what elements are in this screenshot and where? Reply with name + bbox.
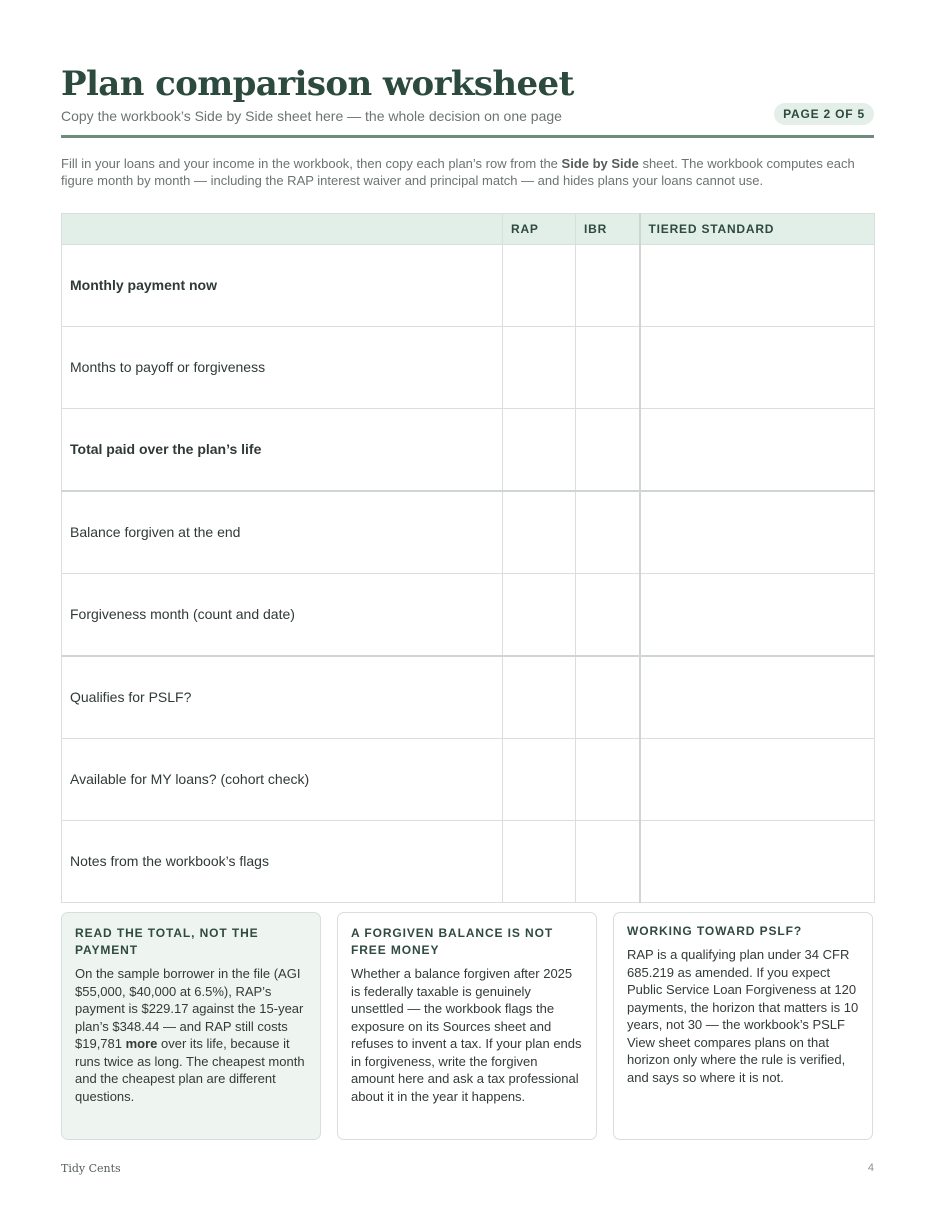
cell-ibr[interactable] — [576, 820, 640, 902]
table-row — [62, 573, 875, 656]
cell-rap[interactable] — [503, 326, 576, 408]
table-row — [62, 326, 875, 408]
tip-card-title: READ THE TOTAL, NOT THE PAYMENT — [75, 926, 259, 957]
cell-tiered-standard[interactable] — [640, 491, 875, 574]
cell-ibr[interactable] — [576, 738, 640, 820]
cell-tiered-standard[interactable] — [640, 326, 875, 408]
table-row — [62, 491, 875, 574]
tip-card-forgiveness-tax — [337, 912, 597, 1140]
tip-card-title: A FORGIVEN BALANCE IS NOT FREE MONEY — [351, 926, 554, 957]
intro-text-end: sheet. The workbook computes each figure month by month — including the RAP interest waiver and principal match — and hides plans your loans cannot use. — [61, 156, 855, 188]
cell-tiered-standard[interactable] — [640, 738, 875, 820]
comparison-table — [61, 213, 875, 903]
cell-ibr[interactable] — [576, 656, 640, 739]
tip-card-pslf — [613, 912, 873, 1140]
tip-card-text: RAP is a qualifying plan under 34 CFR 685.219 as amended. If you expect Public Service Loan Forgiveness at 120 payments, the horizon that matters is 10 years, not 30 — the workbook’s PSLF View sheet compares plans on that horizon only where the rule is verified, and says so where it is not. — [627, 947, 859, 1085]
cell-ibr[interactable] — [576, 245, 640, 327]
row-label: Balance forgiven at the end — [62, 491, 503, 574]
cell-rap[interactable] — [503, 408, 576, 491]
tip-card-total — [61, 912, 321, 1140]
cell-rap[interactable] — [503, 491, 576, 574]
page-title: Plan comparison worksheet — [61, 64, 574, 104]
row-label: Available for MY loans? (cohort check) — [62, 738, 503, 820]
table-row — [62, 820, 875, 902]
cell-rap[interactable] — [503, 573, 576, 656]
cell-rap[interactable] — [503, 820, 576, 902]
tip-card-text — [75, 965, 307, 1105]
cell-tiered-standard[interactable] — [640, 573, 875, 656]
cell-ibr[interactable] — [576, 408, 640, 491]
cell-tiered-standard[interactable] — [640, 408, 875, 491]
header-ibr: IBR — [576, 214, 640, 245]
table-header-row — [62, 214, 875, 245]
header-rap: RAP — [503, 214, 576, 245]
intro-sheet-name: Side by Side — [561, 156, 639, 171]
table-row — [62, 738, 875, 820]
cell-rap[interactable] — [503, 656, 576, 739]
cell-ibr[interactable] — [576, 491, 640, 574]
table-row — [62, 656, 875, 739]
table-row — [62, 245, 875, 327]
cell-rap[interactable] — [503, 738, 576, 820]
tip-card-text: Whether a balance forgiven after 2025 is federally taxable is genuinely unsettled — the workbook flags the exposure on its Sources sheet and refuses to invent a tax. If your plan ends in forgiveness, write the forgiven amount here and ask a tax professional about it in the year it happens. — [351, 966, 582, 1104]
intro-text-start: Fill in your loans and your income in the workbook, then copy each plan’s row from the — [61, 156, 562, 171]
cell-rap[interactable] — [503, 245, 576, 327]
tip-card-text-start: On the sample borrower in the file (AGI $55,000, $40,000 at 6.5%), RAP’s payment is $229.17 against the 15-year plan’s $348.44 — and RAP still costs $19,781 — [75, 966, 304, 1051]
tip-card-title: WORKING TOWARD PSLF? — [627, 924, 803, 938]
tip-card-emphasis: more — [125, 1036, 158, 1051]
page-badge: PAGE 2 OF 5 — [774, 103, 874, 125]
worksheet-page — [61, 0, 874, 1210]
row-label: Forgiveness month (count and date) — [62, 573, 503, 656]
header-divider — [61, 135, 874, 138]
row-label: Notes from the workbook’s flags — [62, 820, 503, 902]
footer-page-number: 4 — [867, 1162, 874, 1174]
header-label-column — [62, 214, 503, 245]
row-label: Total paid over the plan’s life — [62, 408, 503, 491]
row-label: Months to payoff or forgiveness — [62, 326, 503, 408]
intro-paragraph — [61, 155, 861, 189]
footer-brand: Tidy Cents — [61, 1162, 121, 1175]
page-subtitle: Copy the workbook’s Side by Side sheet here — the whole decision on one page — [61, 108, 562, 124]
cell-tiered-standard[interactable] — [640, 245, 875, 327]
header-tiered-standard: TIERED STANDARD — [640, 214, 875, 245]
cell-tiered-standard[interactable] — [640, 656, 875, 739]
row-label: Qualifies for PSLF? — [62, 656, 503, 739]
cell-tiered-standard[interactable] — [640, 820, 875, 902]
tip-card-text-end: over its life, because it runs twice as long. The cheapest month and the cheapest plan are different questions. — [75, 1036, 305, 1104]
cell-ibr[interactable] — [576, 573, 640, 656]
cell-ibr[interactable] — [576, 326, 640, 408]
table-row — [62, 408, 875, 491]
row-label: Monthly payment now — [62, 245, 503, 327]
